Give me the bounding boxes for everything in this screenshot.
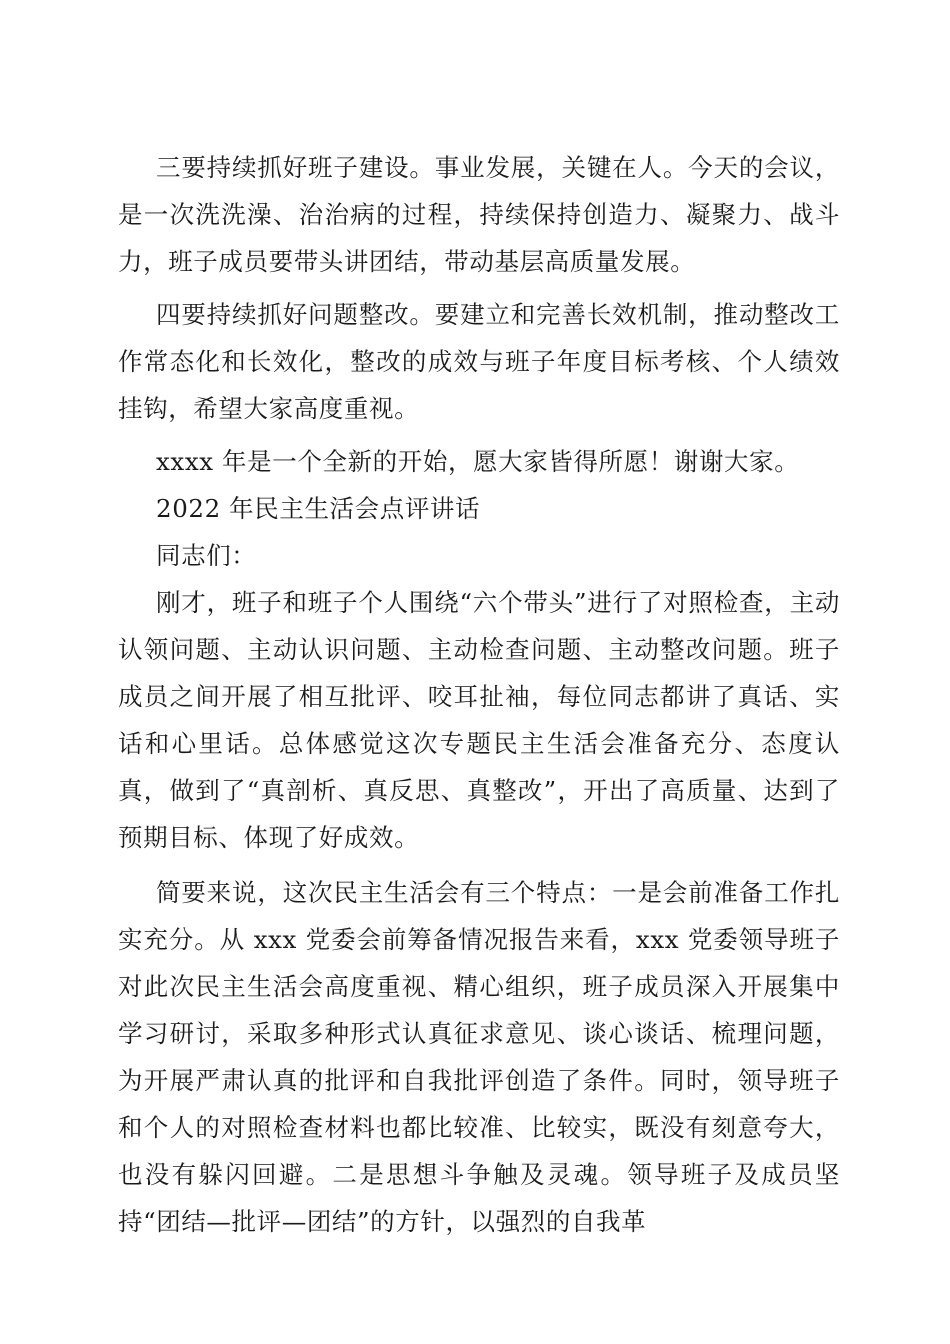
paragraph-review-summary: 刚才，班子和班子个人围绕“六个带头”进行了对照检查，主动认领问题、主动认识问题、主动检查问题、主动整改问题。班子成员之间开展了相互批评、咬耳扯袖，每位同志都讲了真话、实话和心里话。总体感觉这次专题民主生活会准备充分、态度认真，做到了“真剖析、真反思、真整改”，开出了高质量、达到了预期目标、体现了好成效。: [118, 588, 840, 852]
paragraph-new-year-wish: xxxx 年是一个全新的开始，愿大家皆得所愿！谢谢大家。: [156, 447, 800, 476]
section-heading: 2022 年民主生活会点评讲话: [156, 494, 481, 523]
salutation: 同志们：: [156, 541, 257, 570]
paragraph-three-features: 简要来说，这次民主生活会有三个特点：一是会前准备工作扎实充分。从 xxx 党委会前筹备情况报告来看，xxx 党委领导班子对此次民主生活会高度重视、精心组织，班子成员深入开展集中学习研讨，采取多种形式认真征求意见、谈心谈话、梳理问题，为开展严肃认真的批评和自我批评创造了条件。同时，领导班子和个人的对照检查材料也都比较准、比较实，既没有刻意夸大，也没有躲闪回避。二是思想斗争触及灵魂。领导班子及成员坚持“团结—批评—团结”的方针，以强烈的自我革: [118, 878, 840, 1236]
document-body: [118, 144, 840, 1245]
paragraph-team-building: 三要持续抓好班子建设。事业发展，关键在人。今天的会议，是一次洗洗澡、治治病的过程，持续保持创造力、凝聚力、战斗力，班子成员要带头讲团结，带动基层高质量发展。: [118, 153, 840, 276]
paragraph-rectification: 四要持续抓好问题整改。要建立和完善长效机制，推动整改工作常态化和长效化，整改的成效与班子年度目标考核、个人绩效挂钩，希望大家高度重视。: [118, 300, 840, 423]
